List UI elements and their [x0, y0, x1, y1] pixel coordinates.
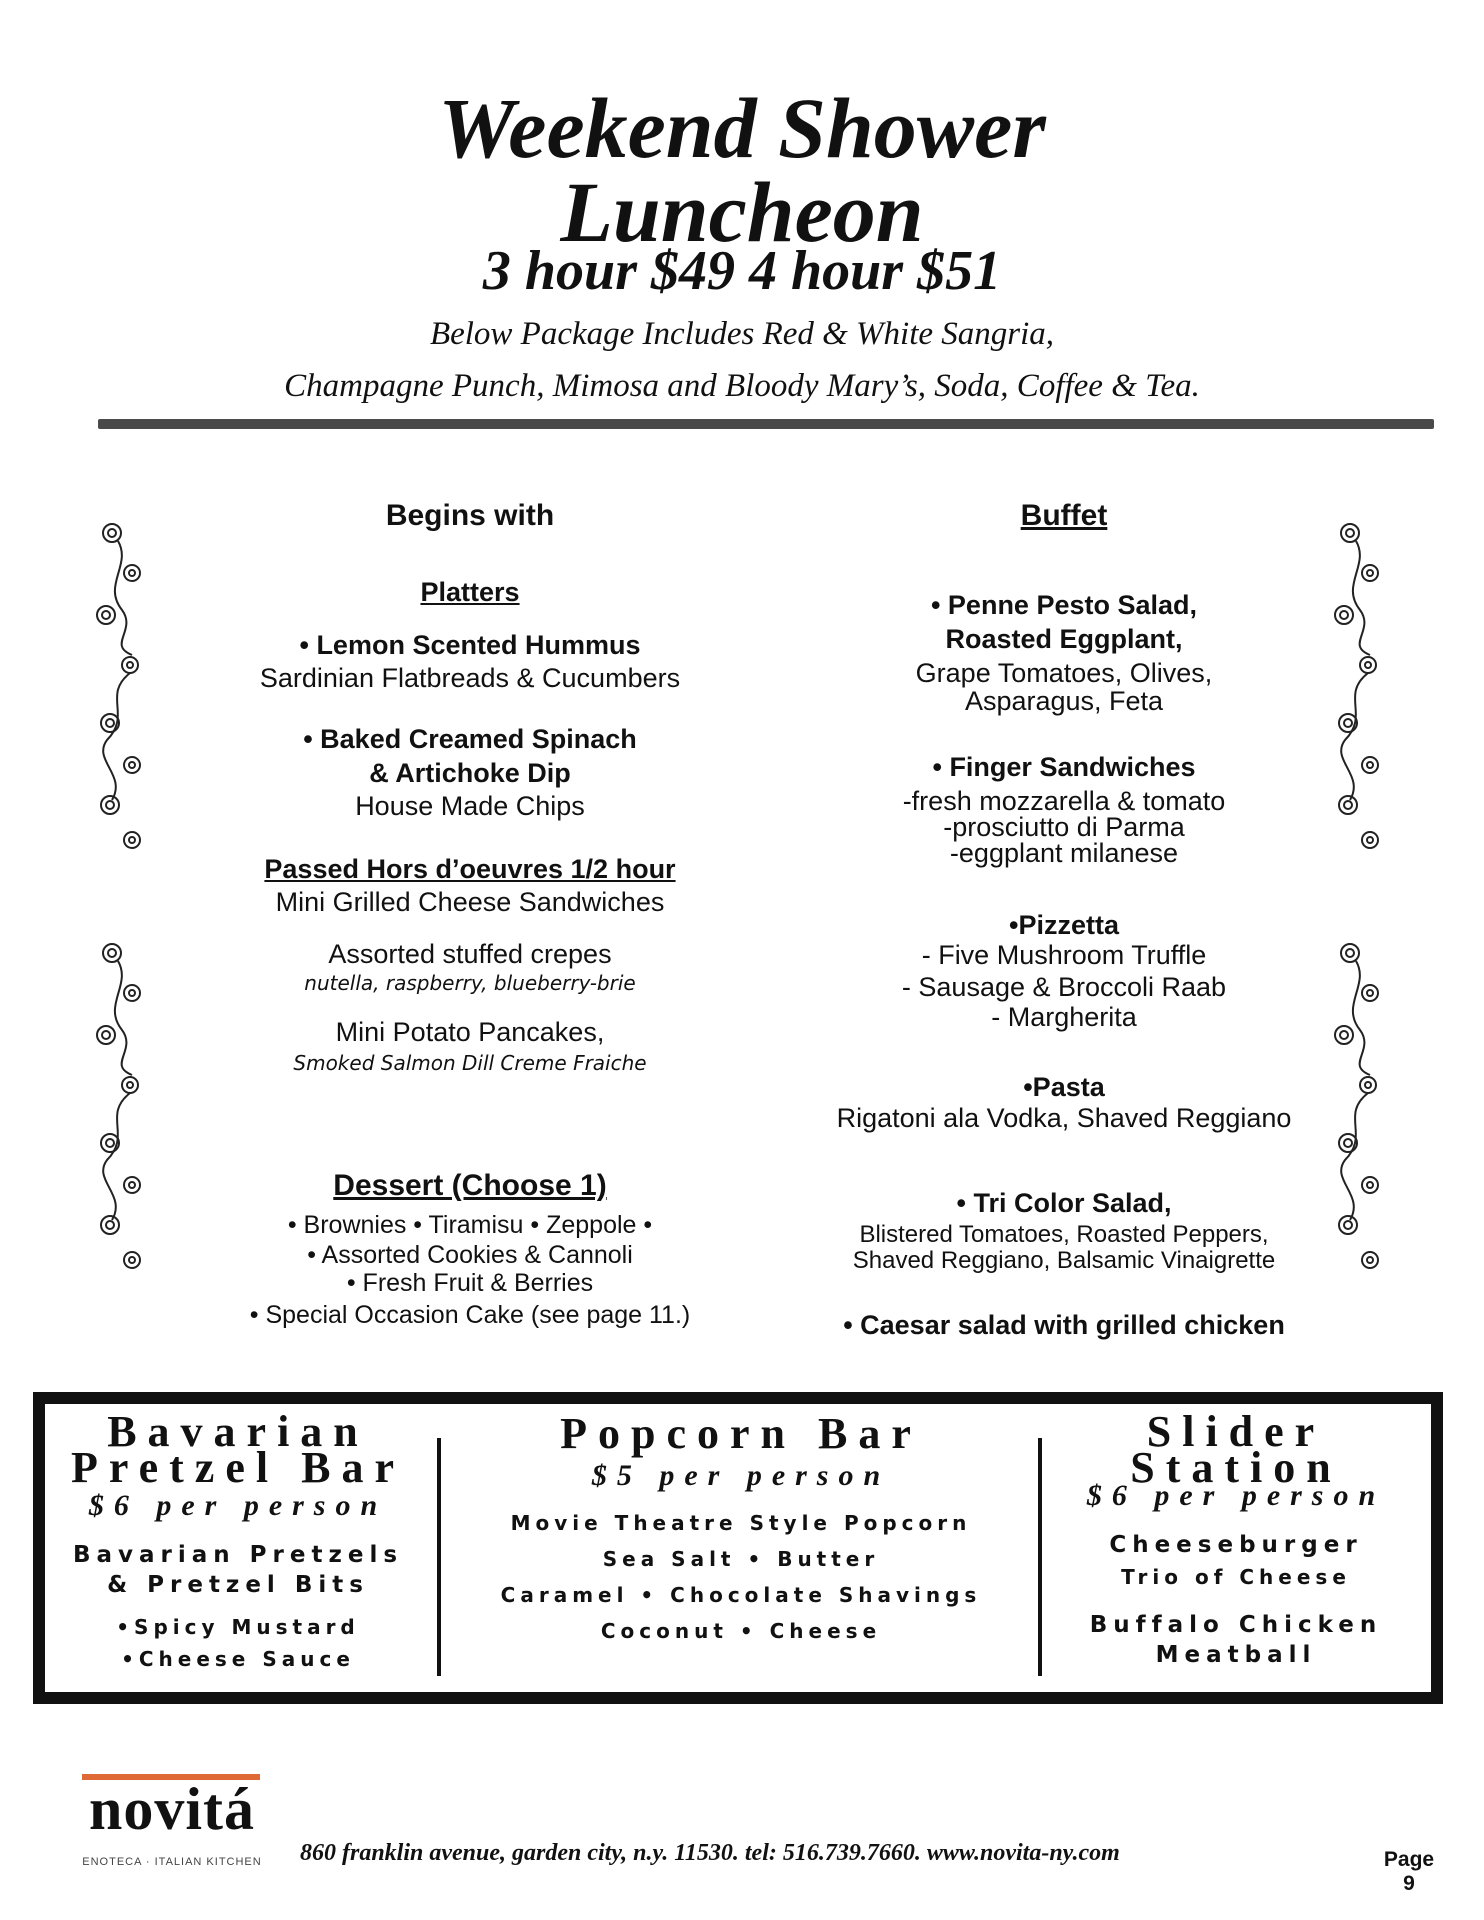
pricing: 3 hour $49 4 hour $51 — [482, 240, 1002, 302]
passed-hors-doeuvres-heading: Passed Hors d’oeuvres 1/2 hour — [264, 854, 676, 884]
buffet-heading: Buffet — [1020, 499, 1108, 532]
dessert-heading: Dessert (Choose 1) — [333, 1169, 607, 1202]
caesar-salad: • Caesar salad with grilled chicken — [843, 1310, 1285, 1340]
pizzetta-title: •Pizzetta — [1009, 910, 1119, 940]
platters-heading: Platters — [420, 577, 520, 607]
pasta-title: •Pasta — [1023, 1072, 1105, 1102]
page-number-value: 9 — [1403, 1872, 1415, 1895]
swirl-ornament-icon — [92, 935, 152, 1275]
pizzetta-item-3: - Margherita — [991, 1002, 1137, 1032]
penne-title-2: Roasted Eggplant, — [945, 624, 1183, 654]
slider-item-4: Meatball — [1155, 1642, 1317, 1668]
slider-item-2: Trio of Cheese — [1121, 1565, 1351, 1589]
popcorn-bar-title: Popcorn Bar — [560, 1409, 922, 1458]
logo-tagline: ENOTECA · ITALIAN KITCHEN — [82, 1856, 262, 1868]
page-title-line-2: Luncheon — [560, 164, 924, 260]
popcorn-item-3: Caramel • Chocolate Shavings — [500, 1583, 982, 1607]
finger-item-1: -fresh mozzarella & tomato — [902, 786, 1226, 816]
includes-line-2: Champagne Punch, Mimosa and Bloody Mary’s, Soda, Coffee & Tea. — [284, 368, 1200, 404]
slider-item-1: Cheeseburger — [1109, 1532, 1363, 1558]
footer-address: 860 franklin avenue, garden city, n.y. 11530. tel: 516.739.7660. www.novita-ny.com — [300, 1840, 1120, 1866]
header-divider — [98, 419, 1434, 429]
passed-item-grilled-cheese: Mini Grilled Cheese Sandwiches — [275, 887, 665, 917]
pretzel-bar-title-2: Pretzel Bar — [71, 1443, 405, 1492]
tri-color-salad-title: • Tri Color Salad, — [956, 1188, 1172, 1218]
spinach-title-2: & Artichoke Dip — [369, 758, 571, 788]
hummus-title: • Lemon Scented Hummus — [299, 630, 641, 660]
tri-color-desc-1: Blistered Tomatoes, Roasted Peppers, — [859, 1221, 1269, 1248]
finger-item-2: -prosciutto di Parma — [943, 812, 1185, 842]
tri-color-desc-2: Shaved Reggiano, Balsamic Vinaigrette — [852, 1247, 1276, 1274]
pretzel-item-1: Bavarian Pretzels — [72, 1542, 404, 1568]
spinach-title-1: • Baked Creamed Spinach — [303, 724, 637, 754]
pretzel-item-3: •Spicy Mustard — [116, 1615, 360, 1639]
begins-with-heading: Begins with — [385, 499, 555, 532]
includes-line-1: Below Package Includes Red & White Sangria, — [429, 316, 1055, 352]
pretzel-bar-title-1: Bavarian — [107, 1407, 369, 1456]
dessert-line-3: • Fresh Fruit & Berries — [346, 1269, 594, 1297]
page-title-line-1: Weekend Shower — [438, 80, 1046, 176]
spinach-desc: House Made Chips — [355, 791, 585, 821]
page-number — [1374, 1848, 1444, 1896]
popcorn-item-2: Sea Salt • Butter — [602, 1547, 880, 1571]
popcorn-bar-price: $5 per person — [591, 1459, 891, 1492]
bar-divider — [1038, 1438, 1042, 1676]
popcorn-item-4: Coconut • Cheese — [600, 1619, 882, 1643]
popcorn-item-1: Movie Theatre Style Popcorn — [510, 1511, 972, 1535]
pretzel-bar-price: $6 per person — [88, 1489, 388, 1522]
page-label: Page — [1383, 1848, 1435, 1871]
crepes-title: Assorted stuffed crepes — [328, 939, 612, 969]
slider-station-price: $6 per person — [1086, 1479, 1386, 1512]
dessert-line-2: • Assorted Cookies & Cannoli — [307, 1241, 633, 1269]
pancakes-desc: Smoked Salmon Dill Creme Fraiche — [293, 1051, 647, 1075]
hummus-desc: Sardinian Flatbreads & Cucumbers — [259, 663, 681, 693]
crepes-desc: nutella, raspberry, blueberry-brie — [304, 971, 636, 995]
novita-logo: novitá — [88, 1776, 256, 1842]
penne-desc-1: Grape Tomatoes, Olives, — [915, 658, 1213, 688]
pretzel-item-2: & Pretzel Bits — [107, 1572, 369, 1598]
finger-sandwiches-title: • Finger Sandwiches — [932, 752, 1196, 782]
pizzetta-item-1: - Five Mushroom Truffle — [921, 940, 1207, 970]
slider-station-title-2: Station — [1130, 1443, 1342, 1492]
dessert-line-4: • Special Occasion Cake (see page 11.) — [249, 1301, 691, 1329]
penne-title-1: • Penne Pesto Salad, — [930, 590, 1198, 620]
slider-item-3: Buffalo Chicken — [1089, 1612, 1383, 1638]
penne-desc-2: Asparagus, Feta — [964, 686, 1164, 716]
bar-divider — [437, 1438, 441, 1676]
dessert-line-1: • Brownies • Tiramisu • Zeppole • — [287, 1211, 653, 1239]
pretzel-item-4: •Cheese Sauce — [121, 1647, 355, 1671]
finger-item-3: -eggplant milanese — [949, 838, 1179, 868]
swirl-ornament-icon — [92, 515, 152, 855]
pizzetta-item-2: - Sausage & Broccoli Raab — [901, 972, 1227, 1002]
pancakes-title: Mini Potato Pancakes, — [335, 1017, 605, 1047]
pasta-desc: Rigatoni ala Vodka, Shaved Reggiano — [836, 1103, 1292, 1133]
slider-station-title-1: Slider — [1146, 1407, 1326, 1456]
